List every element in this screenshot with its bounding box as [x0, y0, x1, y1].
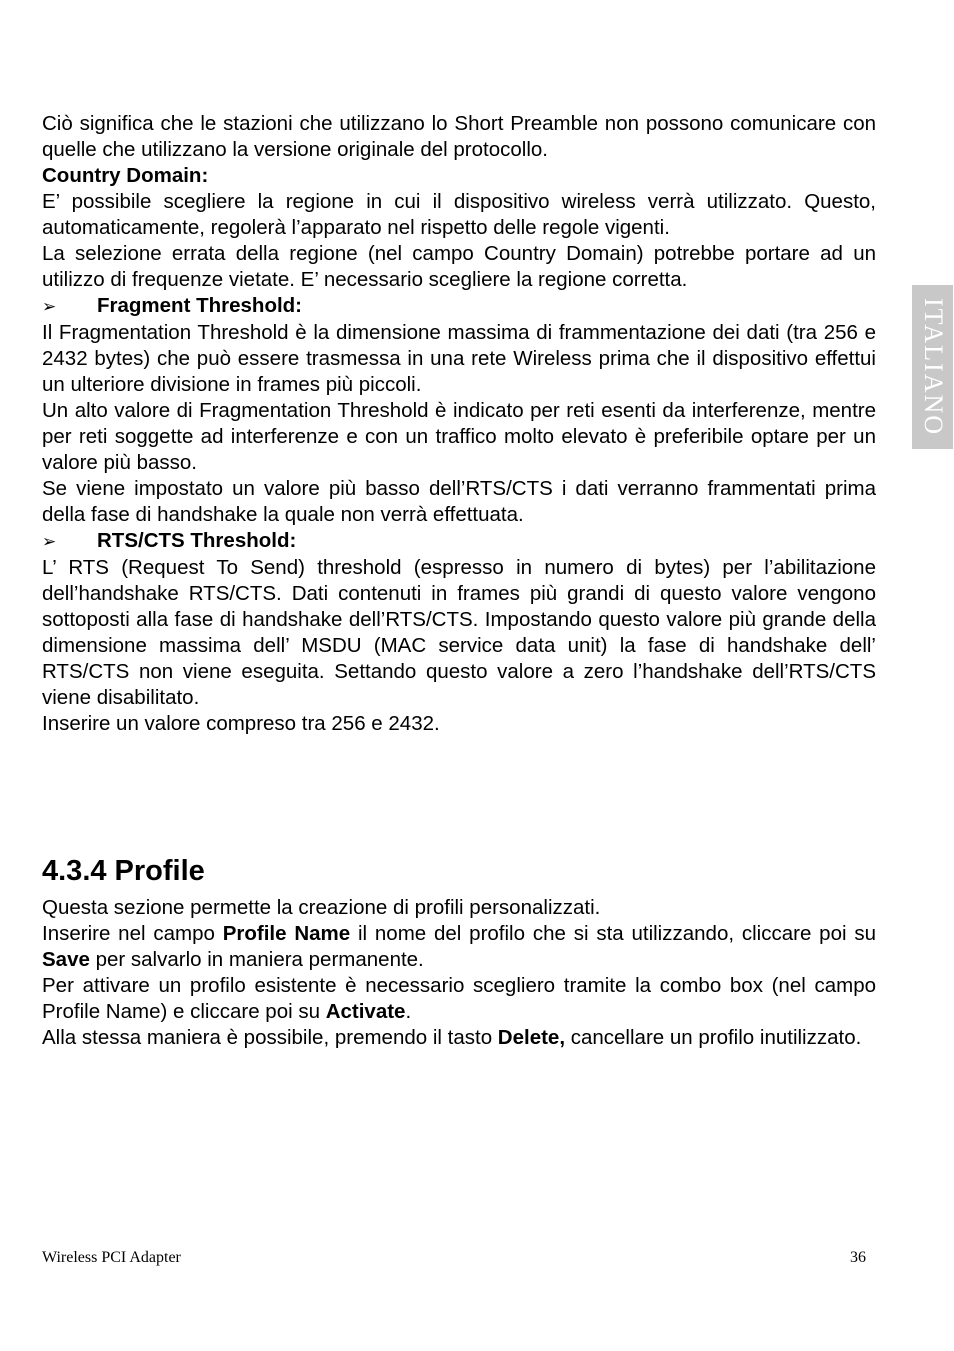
page-number: 36 [850, 1249, 866, 1266]
paragraph: E’ possibile scegliere la regione in cui il dispositivo wireless verrà utilizzato. Questo, automaticamente, regolerà l’apparato nel rispetto delle regole vigenti. [42, 190, 876, 239]
fragment-threshold-heading [42, 293, 876, 320]
paragraph: Se viene impostato un valore più basso dell’RTS/CTS i dati verranno frammentati prima della fase di handshake la quale non verrà effettuata. [42, 477, 876, 526]
paragraph: Inserire nel campo Profile Name il nome del profilo che si sta utilizzando, cliccare poi su Save per salvarlo in maniera permanente. [42, 922, 876, 971]
heading-label: Fragment Threshold: [97, 294, 303, 317]
profile-name-term: Profile Name [222, 922, 351, 945]
section-title: 4.3.4 Profile [42, 855, 205, 887]
arrow-bullet-icon: ➢ [42, 297, 57, 316]
save-term: Save [42, 948, 90, 971]
paragraph: L’ RTS (Request To Send) threshold (espresso in numero di bytes) per l’abilitazione dell’handshake RTS/CTS. Dati contenuti in frames più grandi di questo valore vengono sottoposti alla fase di handshake dell’RTS/CTS. Impostando questo valore più grande della dimensione massima dell’ MSDU (MAC service data unit) la fase di handshake dell’ RTS/CTS non viene eseguita. Settando questo valore a zero l’handshake dell’RTS/CTS viene disabilitato. [42, 556, 876, 709]
paragraph: Inserire un valore compreso tra 256 e 2432. [42, 712, 440, 735]
main-text [42, 111, 876, 737]
paragraph: Un alto valore di Fragmentation Threshold è indicato per reti esenti da interferenze, mentre per reti soggette ad interferenze e con un traffico molto elevato è preferibile optare per un valore più basso. [42, 399, 876, 474]
footer-title: Wireless PCI Adapter [42, 1249, 181, 1266]
language-label: ITALIANO [918, 297, 948, 437]
language-side-tab [912, 285, 953, 449]
paragraph: Il Fragmentation Threshold è la dimensione massima di frammentazione dei dati (tra 256 e 2432 bytes) che può essere trasmessa in una rete Wireless prima che il dispositivo effettui un ulteriore divisione in frames più piccoli. [42, 321, 876, 396]
paragraph: La selezione errata della regione (nel campo Country Domain) potrebbe portare ad un utilizzo di frequenze vietate. E’ necessario scegliere la regione corretta. [42, 242, 876, 291]
heading-label: RTS/CTS Threshold: [97, 529, 297, 552]
activate-term: Activate [325, 1000, 406, 1023]
rts-cts-threshold-heading [42, 528, 876, 555]
arrow-bullet-icon: ➢ [42, 532, 57, 551]
paragraph: Ciò significa che le stazioni che utilizzano lo Short Preamble non possono comunicare con quelle che utilizzano la versione originale del protocollo. [42, 112, 876, 161]
profile-section-text [42, 895, 876, 1051]
paragraph: Questa sezione permette la creazione di profili personalizzati. [42, 896, 601, 919]
paragraph: Alla stessa maniera è possibile, premendo il tasto Delete, cancellare un profilo inutilizzato. [42, 1026, 862, 1049]
delete-term: Delete, [497, 1026, 566, 1049]
country-domain-heading: Country Domain: [42, 164, 209, 187]
paragraph: Per attivare un profilo esistente è necessario scegliero tramite la combo box (nel campo Profile Name) e cliccare poi su Activate. [42, 974, 876, 1023]
